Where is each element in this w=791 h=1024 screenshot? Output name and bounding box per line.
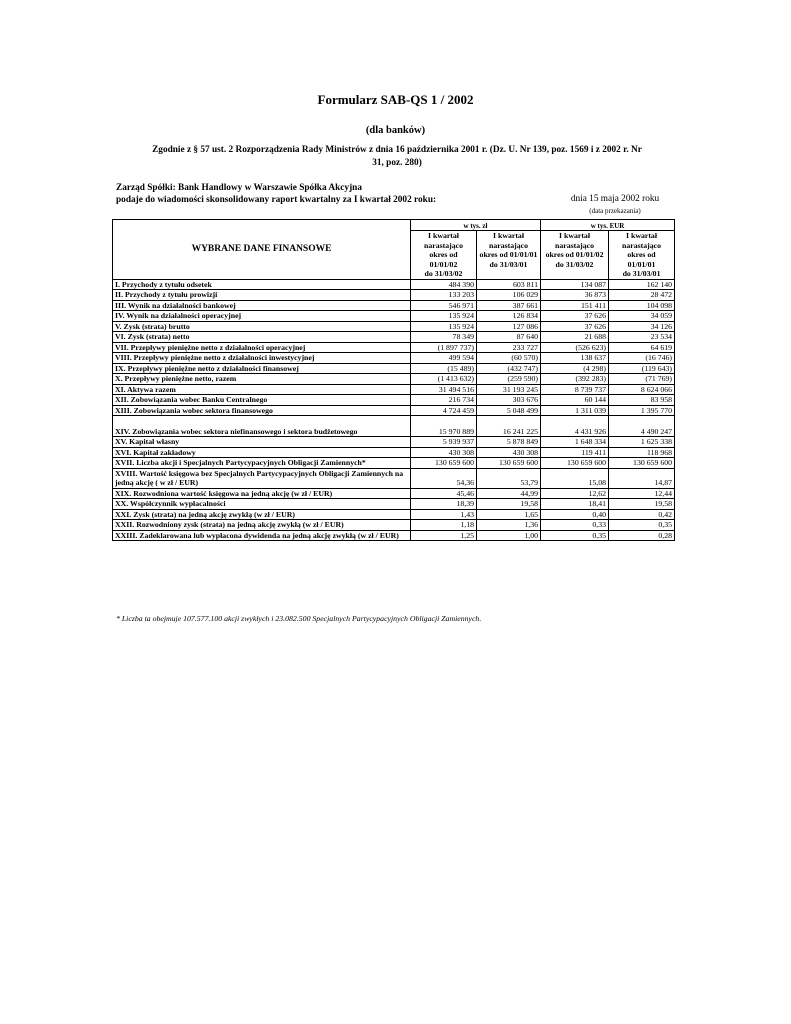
row-value: (392 283) <box>541 374 609 385</box>
row-value: 4 431 926 <box>541 416 609 437</box>
period-header-line: narastająco <box>555 240 594 250</box>
row-value: 1,65 <box>477 509 541 520</box>
footnote: * Liczba ta obejmuje 107.577.100 akcji zwykłych i 23.082.500 Specjalnych Partycypacyjnych Obligacji Zamiennych. <box>116 614 482 623</box>
row-value: 15 970 889 <box>411 416 477 437</box>
row-label: XV. Kapitał własny <box>113 437 411 448</box>
row-value: 37 626 <box>541 321 609 332</box>
row-value: 16 241 225 <box>477 416 541 437</box>
row-value: (526 623) <box>541 342 609 353</box>
row-value: 0,35 <box>541 530 609 541</box>
period-header-line: okres od <box>429 250 458 259</box>
row-value: 19,58 <box>609 499 675 510</box>
row-value: 138 637 <box>541 353 609 364</box>
table-row <box>113 342 675 353</box>
row-value: 0,40 <box>541 509 609 520</box>
row-value: 162 140 <box>609 279 675 290</box>
row-label: XXII. Rozwodniony zysk (strata) na jedną akcję zwykłą (w zł / EUR) <box>113 520 411 531</box>
row-label: XII. Zobowiązania wobec Banku Centralnego <box>113 395 411 406</box>
currency-header-row <box>113 220 675 231</box>
row-value: 216 734 <box>411 395 477 406</box>
row-value: 54,36 <box>411 468 477 488</box>
row-value: 64 619 <box>609 342 675 353</box>
row-value: 14,87 <box>609 468 675 488</box>
row-value: 34 126 <box>609 321 675 332</box>
period-header-eur-2001 <box>609 231 675 280</box>
row-value: 78 349 <box>411 332 477 343</box>
row-label: I. Przychody z tytułu odsetek <box>113 279 411 290</box>
row-label: X. Przepływy pieniężne netto, razem <box>113 374 411 385</box>
row-value: 4 724 459 <box>411 405 477 416</box>
row-value: 303 676 <box>477 395 541 406</box>
row-label: VIII. Przepływy pieniężne netto z działalności inwestycyjnej <box>113 353 411 364</box>
row-value: 1,00 <box>477 530 541 541</box>
row-label: XI. Aktywa razem <box>113 384 411 395</box>
row-value: 87 640 <box>477 332 541 343</box>
form-subtitle: (dla banków) <box>365 125 426 136</box>
row-value: 135 924 <box>411 321 477 332</box>
table-row <box>113 520 675 531</box>
row-value: (119 643) <box>609 363 675 374</box>
row-value: 8 624 066 <box>609 384 675 395</box>
row-value: 130 659 600 <box>609 458 675 469</box>
row-value: 36 873 <box>541 290 609 301</box>
period-header-line: I kwartał <box>493 231 524 240</box>
row-value: 430 308 <box>411 447 477 458</box>
row-label: XXI. Zysk (strata) na jedną akcję zwykłą (w zł / EUR) <box>113 509 411 520</box>
table-row <box>113 509 675 520</box>
period-header-line: 01/01/02 <box>429 259 458 269</box>
period-header-line: do 31/03/01 <box>622 269 661 278</box>
row-value: 430 308 <box>477 447 541 458</box>
row-value: 1 395 770 <box>609 405 675 416</box>
row-label: XVII. Liczba akcji i Specjalnych Partycypacyjnych Obligacji Zamiennych* <box>113 458 411 469</box>
submission-date-caption: (data przekazania) <box>589 207 641 215</box>
row-value: (1 897 737) <box>411 342 477 353</box>
row-value: 0,28 <box>609 530 675 541</box>
row-value: (15 489) <box>411 363 477 374</box>
row-value: 0,42 <box>609 509 675 520</box>
table-row <box>113 353 675 364</box>
table-row <box>113 363 675 374</box>
row-value: 28 472 <box>609 290 675 301</box>
period-header-line: I kwartał <box>428 231 459 240</box>
row-value: 1,36 <box>477 520 541 531</box>
row-value: (4 298) <box>541 363 609 374</box>
row-value: 45,46 <box>411 488 477 499</box>
row-label: III. Wynik na działalności bankowej <box>113 300 411 311</box>
row-value: 12,44 <box>609 488 675 499</box>
row-value: 4 490 247 <box>609 416 675 437</box>
row-value: 106 029 <box>477 290 541 301</box>
row-value: 1 311 039 <box>541 405 609 416</box>
row-value: 1,43 <box>411 509 477 520</box>
row-label: VI. Zysk (strata) netto <box>113 332 411 343</box>
table-row <box>113 279 675 290</box>
row-value: 134 087 <box>541 279 609 290</box>
row-label: XX. Współczynnik wypłacalności <box>113 499 411 510</box>
row-value: 5 939 937 <box>411 437 477 448</box>
row-value: 130 659 600 <box>477 458 541 469</box>
table-row <box>113 395 675 406</box>
table-row <box>113 311 675 322</box>
row-value: 0,33 <box>541 520 609 531</box>
legal-basis-line-2: 31, poz. 280) <box>372 158 422 168</box>
row-value: 133 203 <box>411 290 477 301</box>
table-row <box>113 530 675 541</box>
company-name: Zarząd Spółki: Bank Handlowy w Warszawie Spółka Akcyjna <box>116 183 362 193</box>
row-value: 34 059 <box>609 311 675 322</box>
row-label: IX. Przepływy pieniężne netto z działalności finansowej <box>113 363 411 374</box>
row-value: 546 971 <box>411 300 477 311</box>
row-value: 23 534 <box>609 332 675 343</box>
period-header-line: okres od 01/01/01 <box>479 250 538 259</box>
period-header-eur-2002 <box>541 231 609 280</box>
row-label: VII. Przepływy pieniężne netto z działalności operacyjnej <box>113 342 411 353</box>
row-value: 135 924 <box>411 311 477 322</box>
row-value: 18,41 <box>541 499 609 510</box>
row-value: 60 144 <box>541 395 609 406</box>
currency-eur-header: w tys. EUR <box>541 220 675 231</box>
row-value: 484 390 <box>411 279 477 290</box>
row-value: 119 411 <box>541 447 609 458</box>
period-header-line: I kwartał <box>559 231 590 240</box>
period-header-line: narastająco <box>489 240 528 250</box>
row-value: 44,99 <box>477 488 541 499</box>
row-label: XIX. Rozwodniona wartość księgowa na jedną akcję (w zł / EUR) <box>113 488 411 499</box>
period-header-line: narastająco <box>622 240 662 250</box>
row-label: XVIII. Wartość księgowa bez Specjalnych Partycypacyjnych Obligacji Zamiennych na jedną akcję ( w zł / EUR) <box>113 468 411 488</box>
row-value: (259 590) <box>477 374 541 385</box>
row-value: 603 811 <box>477 279 541 290</box>
row-value: 31 494 516 <box>411 384 477 395</box>
row-label: IV. Wynik na działalności operacyjnej <box>113 311 411 322</box>
period-header-line: do 31/03/02 <box>424 269 463 278</box>
row-value: 1,18 <box>411 520 477 531</box>
table-row <box>113 416 675 437</box>
report-description: podaje do wiadomości skonsolidowany raport kwartalny za I kwartał 2002 roku: <box>116 195 437 205</box>
row-label: II. Przychody z tytułu prowizji <box>113 290 411 301</box>
period-header-pln-2002 <box>411 231 477 280</box>
table-row <box>113 321 675 332</box>
table-row <box>113 374 675 385</box>
period-header-pln-2001 <box>477 231 541 280</box>
row-value: 0,35 <box>609 520 675 531</box>
row-value: 21 688 <box>541 332 609 343</box>
table-row <box>113 300 675 311</box>
row-value: 31 193 245 <box>477 384 541 395</box>
row-label: XIII. Zobowiązania wobec sektora finansowego <box>113 405 411 416</box>
table-row <box>113 437 675 448</box>
row-value: 37 626 <box>541 311 609 322</box>
period-header-line: okres od 01/01/02 <box>545 250 604 259</box>
row-value: 1 648 334 <box>541 437 609 448</box>
row-value: (432 747) <box>477 363 541 374</box>
row-value: 1,25 <box>411 530 477 541</box>
row-value: 130 659 600 <box>411 458 477 469</box>
row-value: 130 659 600 <box>541 458 609 469</box>
row-value: 83 958 <box>609 395 675 406</box>
period-header-line: do 31/03/02 <box>555 259 594 269</box>
row-value: 127 086 <box>477 321 541 332</box>
currency-pln-header: w tys. zł <box>411 220 541 231</box>
financial-data-body <box>113 220 675 541</box>
table-row <box>113 405 675 416</box>
period-header-line: okres od <box>627 250 656 259</box>
period-header-line: do 31/03/01 <box>489 259 528 269</box>
table-row <box>113 468 675 488</box>
table-row <box>113 458 675 469</box>
row-value: 19,58 <box>477 499 541 510</box>
row-value: 8 739 737 <box>541 384 609 395</box>
form-title: Formularz SAB-QS 1 / 2002 <box>317 92 474 107</box>
row-value: 104 098 <box>609 300 675 311</box>
row-value: 53,79 <box>477 468 541 488</box>
row-label: XVI. Kapitał zakładowy <box>113 447 411 458</box>
row-value: (16 746) <box>609 353 675 364</box>
table-row <box>113 384 675 395</box>
company-info <box>116 182 436 206</box>
row-value: 151 411 <box>541 300 609 311</box>
period-header-line: 01/01/01 <box>627 259 656 269</box>
table-row <box>113 290 675 301</box>
table-row <box>113 447 675 458</box>
row-value: 126 834 <box>477 311 541 322</box>
submission-date: dnia 15 maja 2002 roku <box>570 194 660 204</box>
row-value: 499 594 <box>411 353 477 364</box>
table-row <box>113 332 675 343</box>
row-value: 1 625 338 <box>609 437 675 448</box>
row-value: 18,39 <box>411 499 477 510</box>
main-header-cell: WYBRANE DANE FINANSOWE <box>113 220 411 280</box>
row-value: 5 878 849 <box>477 437 541 448</box>
row-value: 387 661 <box>477 300 541 311</box>
table-row <box>113 499 675 510</box>
row-value: 118 968 <box>609 447 675 458</box>
row-label: V. Zysk (strata) brutto <box>113 321 411 332</box>
row-value: 5 048 499 <box>477 405 541 416</box>
period-header-line: I kwartał <box>626 231 658 240</box>
table-row <box>113 488 675 499</box>
legal-basis-line-1: Zgodnie z § 57 ust. 2 Rozporządzenia Rady Ministrów z dnia 16 października 2001 r. (Dz. U. Nr 139, poz. 1569 i z 2002 r. Nr <box>152 145 642 155</box>
row-value: 15,08 <box>541 468 609 488</box>
row-value: 233 727 <box>477 342 541 353</box>
financial-data-table <box>112 219 675 541</box>
row-value: (1 413 632) <box>411 374 477 385</box>
row-value: 12,62 <box>541 488 609 499</box>
period-header-line: narastająco <box>424 240 463 250</box>
legal-basis <box>112 144 682 170</box>
row-value: (71 769) <box>609 374 675 385</box>
row-label: XXIII. Zadeklarowana lub wypłacona dywidenda na jedną akcję zwykłą (w zł / EUR) <box>113 530 411 541</box>
row-label: XIV. Zobowiązania wobec sektora niefinansowego i sektora budżetowego <box>113 416 411 437</box>
row-value: (60 570) <box>477 353 541 364</box>
